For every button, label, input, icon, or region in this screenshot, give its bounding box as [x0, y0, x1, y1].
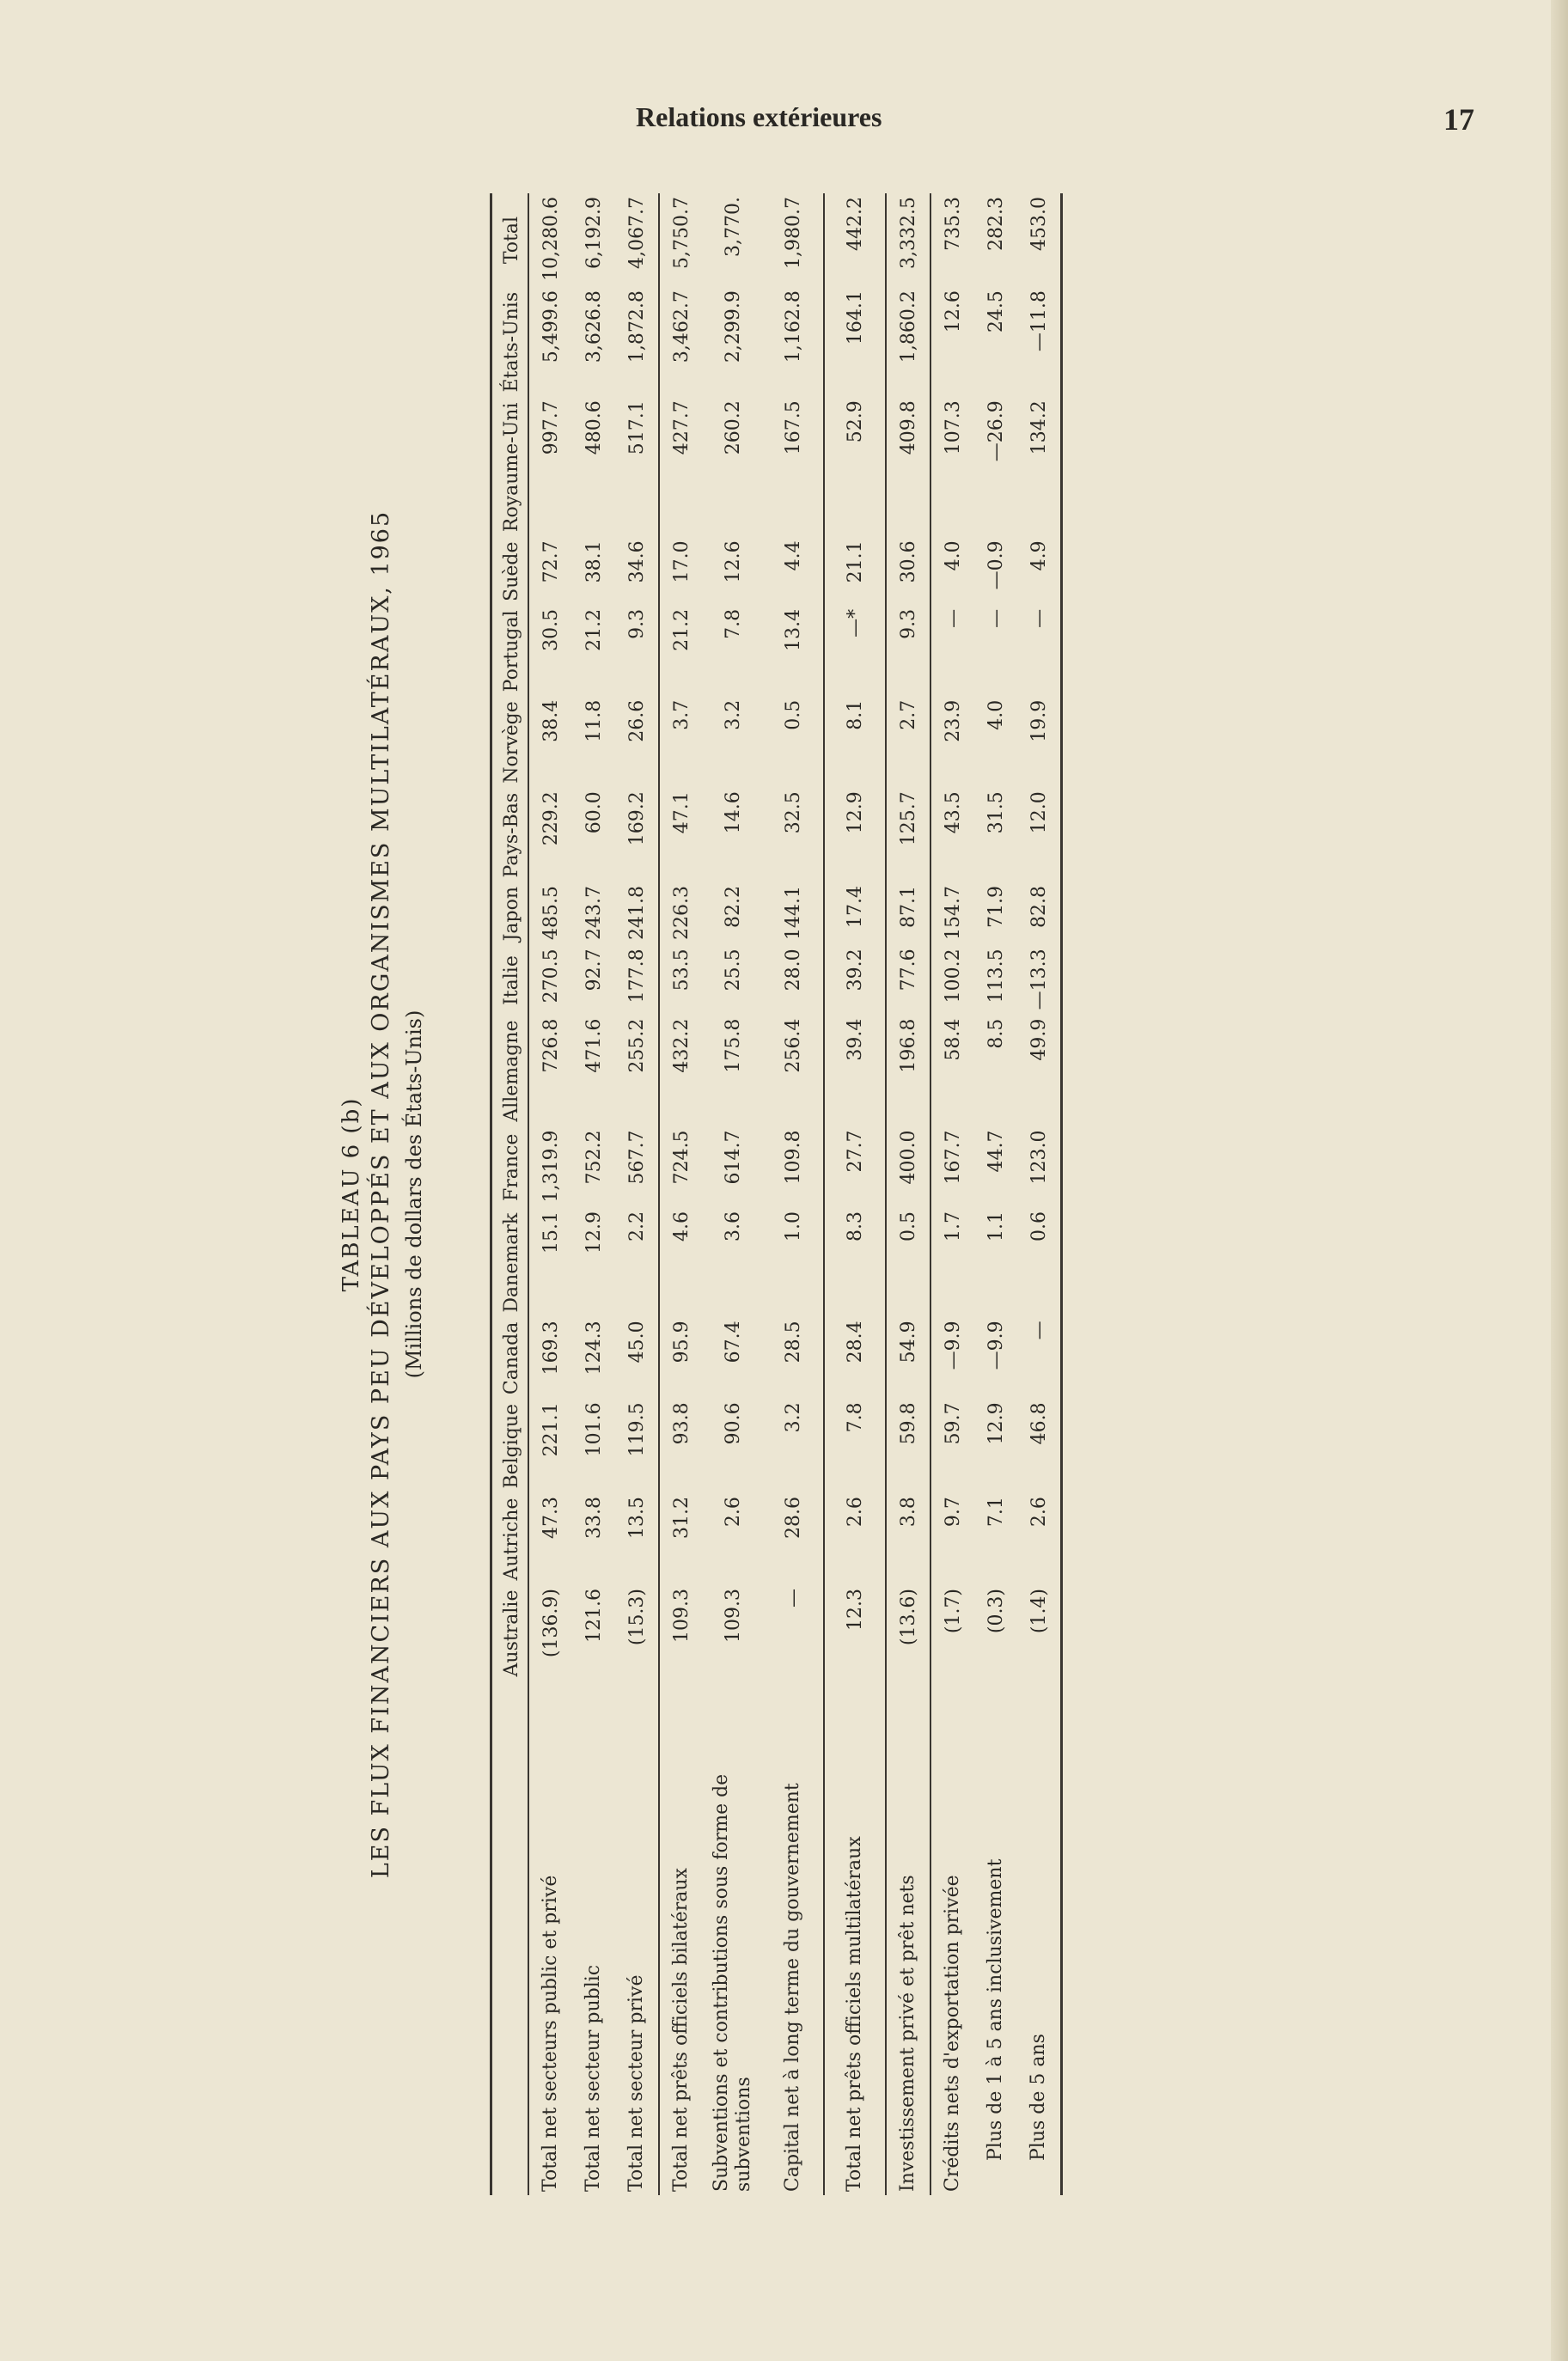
col-header: Allemagne	[491, 1016, 529, 1127]
table-bottom-rule	[1060, 193, 1062, 2195]
table-cell: 453.0	[1028, 197, 1050, 251]
table-cell: 0.5	[782, 699, 804, 730]
table-title: LES FLUX FINANCIERS AUX PAYS PEU DÉVELOPPÉS ET AUX ORGANISMES MULTILATÉRAUX, 1965	[368, 509, 394, 1879]
table-cell: 90.6	[722, 1402, 744, 1445]
row-label: Plus de 5 ans	[1028, 2034, 1049, 2161]
col-header: Royaume-Uni	[491, 397, 529, 537]
table-cell: (1.4)	[1028, 1588, 1050, 1634]
table-cell: 12.6	[942, 290, 964, 333]
table-cell: 109.3	[722, 1588, 744, 1643]
table-row	[703, 193, 763, 2195]
table-cell: 82.2	[722, 885, 744, 928]
table-cell: 9.3	[897, 608, 919, 639]
table-cell: 92.7	[583, 949, 605, 991]
col-header: Autriche	[491, 1493, 529, 1585]
table-row	[887, 193, 930, 2195]
table-cell: 4.4	[782, 540, 804, 571]
table-cell: 12.9	[844, 791, 866, 834]
table-cell: 1.7	[942, 1211, 964, 1242]
table-cell: 8.3	[844, 1211, 866, 1242]
table-cell: 7.1	[985, 1497, 1007, 1528]
table-cell: 2.7	[897, 699, 919, 730]
table-cell: 6,192.9	[583, 197, 605, 269]
table-cell: 1.1	[985, 1211, 1007, 1242]
table-cell: 24.5	[985, 290, 1007, 333]
table-cell: 33.8	[583, 1497, 605, 1540]
table-cell: —11.8	[1028, 290, 1050, 352]
table-cell: (0.3)	[985, 1588, 1007, 1634]
table-cell: 241.8	[625, 885, 648, 940]
table-cell: 432.2	[670, 1018, 692, 1073]
table-cell: 5,750.7	[670, 197, 692, 269]
table-cell: 9.7	[942, 1497, 964, 1528]
table-cell: 3.6	[722, 1211, 744, 1242]
table-cell: 87.1	[897, 885, 919, 928]
table-cell: 59.8	[897, 1402, 919, 1445]
table-cell: 13.5	[625, 1497, 648, 1540]
page-header	[0, 101, 1568, 153]
table-cell: 15.1	[540, 1211, 562, 1254]
table-cell: 10,280.6	[540, 197, 562, 281]
table-cell: (13.6)	[897, 1588, 919, 1646]
col-header: Japon	[491, 882, 529, 945]
table-cell: 400.0	[897, 1130, 919, 1185]
table-cell: 23.9	[942, 699, 964, 742]
table-header-row	[491, 193, 529, 2195]
table-cell: 282.3	[985, 197, 1007, 251]
table-cell: —26.9	[985, 400, 1007, 462]
table-cell: 125.7	[897, 791, 919, 846]
table-cell: 4.0	[942, 540, 964, 571]
table-cell: 5,499.6	[540, 290, 562, 363]
table-cell: 229.2	[540, 791, 562, 846]
table-cell: (15.3)	[625, 1588, 648, 1646]
col-header: États-Unis	[491, 287, 529, 397]
table-row	[974, 193, 1017, 2195]
table-cell: 154.7	[942, 885, 964, 940]
table-cell: 34.6	[625, 540, 648, 583]
table-row	[763, 193, 824, 2195]
paper-edge	[1551, 0, 1568, 2361]
col-header: France	[491, 1126, 529, 1208]
table-cell: 3,462.7	[670, 290, 692, 363]
table-cell: 109.8	[782, 1130, 804, 1185]
table-cell: 113.5	[985, 949, 1007, 1004]
table-cell: 221.1	[540, 1402, 562, 1457]
row-label: Total net prêts officiels bilatéraux	[670, 1868, 692, 2192]
table-cell: 39.4	[844, 1018, 866, 1061]
table-cell: 1,980.7	[782, 197, 804, 269]
table-cell: 260.2	[722, 400, 744, 455]
table-cell: 997.7	[540, 400, 562, 455]
table-cell: 71.9	[985, 885, 1007, 928]
table-cell: 31.5	[985, 791, 1007, 834]
table-cell: 134.2	[1028, 400, 1050, 455]
table-cell: 52.9	[844, 400, 866, 443]
table-cell: —	[985, 608, 1007, 628]
table-label: TABLEAU 6 (b)	[339, 1096, 364, 1292]
table-cell: 21.2	[583, 608, 605, 651]
table-cell: (136.9)	[540, 1588, 562, 1658]
table-cell: 12.3	[844, 1588, 866, 1631]
table-cell: 109.3	[670, 1588, 692, 1643]
table-cell: 3,332.5	[897, 197, 919, 269]
row-label: Total net prêts officiels multilatéraux	[844, 1836, 865, 2192]
table-cell: 17.4	[844, 885, 866, 928]
table-cell: 47.1	[670, 791, 692, 834]
table-cell: 26.6	[625, 699, 648, 742]
table-cell: 32.5	[782, 791, 804, 834]
table-cell: 243.7	[583, 885, 605, 940]
table-cell: 12.9	[985, 1402, 1007, 1445]
table-cell: 614.7	[722, 1130, 744, 1185]
table-row	[528, 193, 572, 2195]
row-label: Total net secteur privé	[625, 1974, 647, 2192]
table-cell: 119.5	[625, 1402, 648, 1457]
table-cell: 27.7	[844, 1130, 866, 1173]
table-cell: 4.0	[985, 699, 1007, 730]
table-body	[528, 193, 1062, 2195]
table-cell: 8.5	[985, 1018, 1007, 1049]
table-cell: 4.9	[1028, 540, 1050, 571]
table-cell: 28.4	[844, 1321, 866, 1364]
table-row	[660, 193, 703, 2195]
table-cell: 256.4	[782, 1018, 804, 1073]
row-label: Total net secteur public	[583, 1964, 604, 2192]
table-cell: 12.0	[1028, 791, 1050, 834]
col-header: Suède	[491, 537, 529, 606]
col-header: Norvège	[491, 697, 529, 789]
table-cell: 3.8	[897, 1497, 919, 1528]
row-header-blank	[491, 1681, 529, 2195]
table-cell: 144.1	[782, 885, 804, 940]
table-cell: 77.6	[897, 949, 919, 991]
row-label: Total net secteurs public et privé	[540, 1875, 561, 2192]
table-cell: 46.8	[1028, 1402, 1050, 1445]
table-titles	[335, 193, 473, 2195]
table-cell: 7.8	[722, 608, 744, 639]
table-row	[931, 193, 974, 2195]
table-cell: —	[1028, 608, 1050, 628]
table-cell: 39.2	[844, 949, 866, 991]
table-row	[1017, 193, 1060, 2195]
table-cell: 121.6	[583, 1588, 605, 1643]
table-cell: —	[942, 608, 964, 628]
table-cell: 2.6	[1028, 1497, 1050, 1528]
rotated-table-block	[335, 193, 1280, 2195]
table-cell: —*	[844, 608, 866, 638]
table-cell: —0.9	[985, 540, 1007, 590]
row-label: Capital net à long terme du gouvernement	[782, 1783, 803, 2192]
col-header: Danemark	[491, 1208, 529, 1317]
col-header: Portugal	[491, 606, 529, 697]
table-cell: 2,299.9	[722, 290, 744, 363]
row-label: Investissement privé et prêt nets	[897, 1875, 918, 2192]
table-cell: 30.5	[540, 608, 562, 651]
table-cell: —9.9	[942, 1321, 964, 1370]
table-cell: 58.4	[942, 1018, 964, 1061]
table-row	[572, 193, 615, 2195]
table-cell: 169.3	[540, 1321, 562, 1376]
table-cell: 21.1	[844, 540, 866, 583]
table-cell: 28.0	[782, 949, 804, 991]
table-row	[825, 193, 886, 2195]
table-cell: —9.9	[985, 1321, 1007, 1370]
table-cell: 752.2	[583, 1130, 605, 1185]
table-cell: 93.8	[670, 1402, 692, 1445]
table-cell: 12.9	[583, 1211, 605, 1254]
table-cell: 3.7	[670, 699, 692, 730]
table-cell: 2.6	[722, 1497, 744, 1528]
rule-cell	[1060, 193, 1062, 2195]
table-cell: 2.2	[625, 1211, 648, 1242]
table-cell: 14.6	[722, 791, 744, 834]
table-cell: 107.3	[942, 400, 964, 455]
col-header: Australie	[491, 1585, 529, 1681]
table-cell: 4.6	[670, 1211, 692, 1242]
table-cell: 43.5	[942, 791, 964, 834]
table-unit: (Millions de dollars des États-Unis)	[402, 1010, 426, 1379]
table-cell: 21.2	[670, 608, 692, 651]
col-header: Canada	[491, 1317, 529, 1399]
table-cell: 67.4	[722, 1321, 744, 1364]
row-label: Crédits nets d'exportation privée	[942, 1875, 963, 2192]
table-cell: 3,770.	[722, 197, 744, 257]
table-cell: 25.5	[722, 949, 744, 991]
table-cell: —	[782, 1588, 804, 1608]
table-cell: 726.8	[540, 1018, 562, 1073]
table-cell: 567.7	[625, 1130, 648, 1185]
table-cell: 1,872.8	[625, 290, 648, 363]
table-cell: 44.7	[985, 1130, 1007, 1173]
running-head: Relations extérieures	[636, 101, 882, 132]
table-cell: 167.7	[942, 1130, 964, 1185]
table-cell: 59.7	[942, 1402, 964, 1445]
table-cell: 47.3	[540, 1497, 562, 1540]
table-cell: 45.0	[625, 1321, 648, 1364]
table-cell: 270.5	[540, 949, 562, 1004]
table-cell: 226.3	[670, 885, 692, 940]
table-cell: (1.7)	[942, 1588, 964, 1634]
table-cell: 72.7	[540, 540, 562, 583]
table-cell: 175.8	[722, 1018, 744, 1073]
table-cell: 3,626.8	[583, 290, 605, 363]
table-cell: 28.5	[782, 1321, 804, 1364]
financial-flows-table	[490, 193, 1063, 2195]
table-cell: 0.5	[897, 1211, 919, 1242]
table-cell: 54.9	[897, 1321, 919, 1364]
table-cell: 60.0	[583, 791, 605, 834]
table-cell: 11.8	[583, 699, 605, 742]
table-cell: 164.1	[844, 290, 866, 345]
table-cell: 480.6	[583, 400, 605, 455]
table-cell: 169.2	[625, 791, 648, 846]
table-cell: 49.9	[1028, 1018, 1050, 1061]
table-cell: 100.2	[942, 949, 964, 1004]
col-header: Italie	[491, 945, 529, 1015]
table-cell: 9.3	[625, 608, 648, 639]
table-cell: 0.6	[1028, 1211, 1050, 1242]
table-cell: 82.8	[1028, 885, 1050, 928]
table-cell: 101.6	[583, 1402, 605, 1457]
col-header: Pays-Bas	[491, 788, 529, 882]
table-cell: 13.4	[782, 608, 804, 651]
table-cell: 196.8	[897, 1018, 919, 1073]
table-cell: 3.2	[782, 1402, 804, 1433]
table-cell: 95.9	[670, 1321, 692, 1364]
table-cell: 167.5	[782, 400, 804, 455]
table-cell: —13.3	[1028, 949, 1050, 1010]
table-cell: 724.5	[670, 1130, 692, 1185]
table-cell: 409.8	[897, 400, 919, 455]
table-cell: 8.1	[844, 699, 866, 730]
table-cell: 517.1	[625, 400, 648, 455]
table-cell: —	[1028, 1321, 1050, 1340]
table-cell: 28.6	[782, 1497, 804, 1540]
table-cell: 177.8	[625, 949, 648, 1004]
table-cell: 255.2	[625, 1018, 648, 1073]
table-cell: 19.9	[1028, 699, 1050, 742]
table-cell: 7.8	[844, 1402, 866, 1433]
table-row	[615, 193, 659, 2195]
table-cell: 1,860.2	[897, 290, 919, 363]
table-cell: 38.1	[583, 540, 605, 583]
table-cell: 53.5	[670, 949, 692, 991]
table-cell: 735.3	[942, 197, 964, 251]
table-cell: 17.0	[670, 540, 692, 583]
table-cell: 427.7	[670, 400, 692, 455]
table-cell: 442.2	[844, 197, 866, 251]
col-header: Total	[491, 193, 529, 287]
table-cell: 471.6	[583, 1018, 605, 1073]
row-label: Plus de 1 à 5 ans inclusivement	[985, 1858, 1006, 2161]
table-cell: 12.6	[722, 540, 744, 583]
table-cell: 485.5	[540, 885, 562, 940]
table-cell: 2.6	[844, 1497, 866, 1528]
col-header: Belgique	[491, 1399, 529, 1493]
table-cell: 4,067.7	[625, 197, 648, 269]
page-number: 17	[1443, 102, 1474, 137]
table-cell: 1,162.8	[782, 290, 804, 363]
table-cell: 124.3	[583, 1321, 605, 1376]
table-cell: 38.4	[540, 699, 562, 742]
table-cell: 3.2	[722, 699, 744, 730]
table-cell: 1,319.9	[540, 1130, 562, 1203]
table-cell: 1.0	[782, 1211, 804, 1242]
row-label: Subventions et contributions sous forme de subventions	[711, 1773, 754, 2192]
table-cell: 31.2	[670, 1497, 692, 1540]
table-cell: 30.6	[897, 540, 919, 583]
table-cell: 123.0	[1028, 1130, 1050, 1185]
